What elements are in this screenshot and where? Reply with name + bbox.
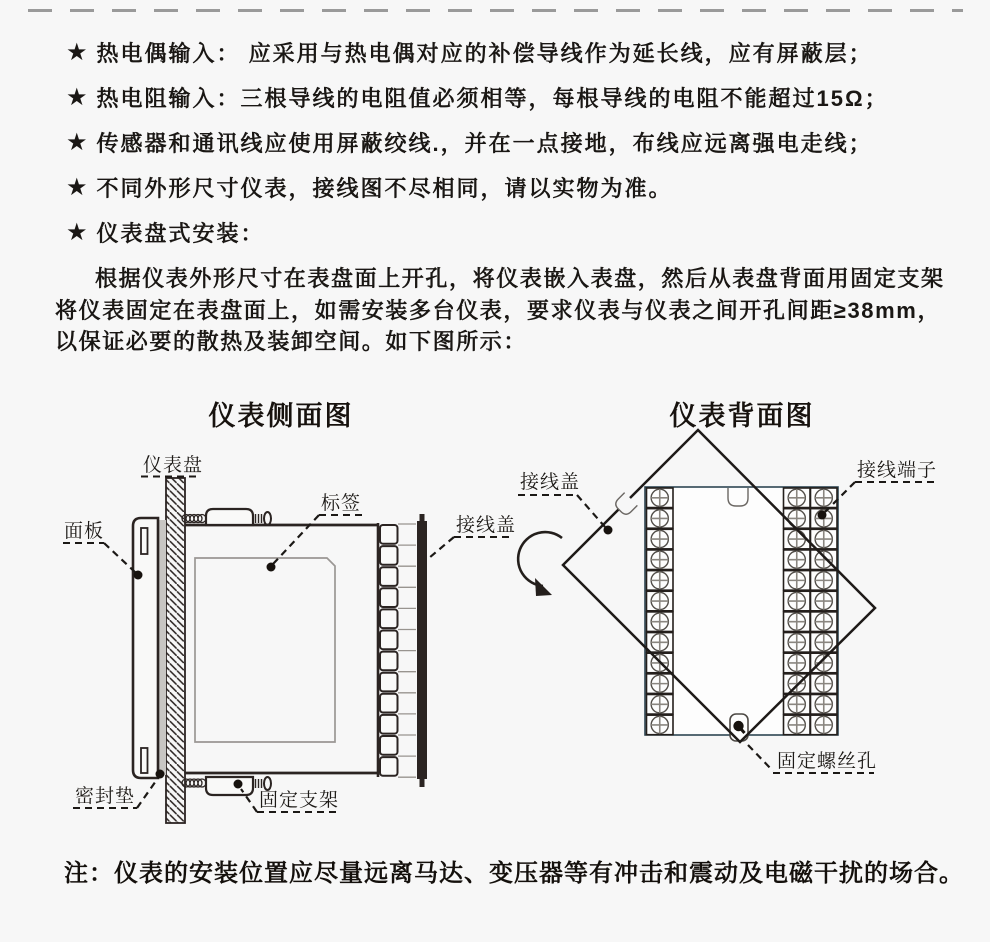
bezel-clip-bottom — [141, 748, 148, 773]
side-view-title: 仪表侧面图 — [208, 401, 354, 431]
rotation-arrow-icon — [518, 532, 562, 596]
fixing-bracket-top — [182, 509, 271, 525]
svg-text:仪表盘: 仪表盘 — [143, 455, 204, 476]
cover-pin-bottom — [420, 779, 425, 787]
star-icon: ★ — [66, 219, 88, 246]
star-icon: ★ — [66, 129, 88, 156]
svg-text:接线端子: 接线端子 — [857, 460, 938, 481]
svg-text:接线盖: 接线盖 — [456, 515, 517, 536]
terminal-cells — [380, 524, 416, 777]
cover-pin-top — [420, 514, 425, 521]
svg-text:面板: 面板 — [64, 521, 105, 542]
panel-wall — [166, 478, 185, 823]
svg-text:标签: 标签 — [321, 493, 362, 514]
case-notch — [728, 488, 748, 506]
bullet-text: 传感器和通讯线应使用屏蔽绞线.，并在一点接地，布线应远离强电走线； — [96, 131, 873, 156]
callout-sticker — [267, 492, 365, 572]
label-sticker-rect — [195, 558, 335, 742]
bullet-dimensions — [66, 165, 889, 210]
callout-wiring-cover-back — [518, 471, 613, 535]
back-view-title: 仪表背面图 — [669, 401, 815, 431]
front-panel-bezel — [133, 518, 158, 778]
bullet-text: 不同外形尺寸仪表，接线图不尽相同，请以实物为准。 — [96, 176, 673, 201]
installation-paragraph: 根据仪表外形尺寸在表盘面上开孔，将仪表嵌入表盘，然后从表盘背面用固定支架将仪表固定在表盘面上，如需安装多台仪表，要求仪表与仪表之间开孔间距≥38mm，以保证必要的散热及装卸空间。如下图所示： — [55, 266, 945, 354]
svg-text:接线盖: 接线盖 — [520, 472, 581, 493]
bullet-thermocouple — [66, 30, 889, 75]
notes-list — [66, 30, 889, 255]
side-view-diagram — [40, 440, 520, 840]
fixing-bracket-bottom — [182, 777, 271, 795]
svg-text:固定支架: 固定支架 — [259, 790, 340, 811]
bullet-text: 热电偶输入： 应采用与热电偶对应的补偿导线作为延长线，应有屏蔽层； — [96, 41, 873, 66]
callout-panel-board — [141, 454, 203, 477]
callout-screw-hole — [748, 745, 877, 773]
bullet-rtd — [66, 75, 889, 120]
svg-text:固定螺丝孔: 固定螺丝孔 — [777, 751, 878, 772]
svg-text:密封垫: 密封垫 — [75, 786, 136, 807]
wiring-cover-bar — [417, 521, 427, 779]
bezel-clip-top — [141, 528, 148, 554]
dashed-divider — [28, 9, 963, 12]
bullet-text: 热电阻输入：三根导线的电阻值必须相等，每根导线的电阻不能超过15Ω； — [96, 86, 889, 111]
bullet-sensor-wiring — [66, 120, 889, 165]
bullet-text: 仪表盘式安装： — [96, 221, 265, 246]
cover-notch — [613, 493, 637, 517]
star-icon: ★ — [66, 174, 88, 201]
callout-front-panel — [63, 520, 143, 580]
star-icon: ★ — [66, 84, 88, 111]
star-icon: ★ — [66, 39, 88, 66]
back-view-diagram — [490, 420, 990, 830]
bottom-note: 注：仪表的安装位置应尽量远离马达、变压器等有冲击和震动及电磁干扰的场合。 — [64, 860, 964, 887]
bullet-panel-mount — [66, 210, 889, 255]
